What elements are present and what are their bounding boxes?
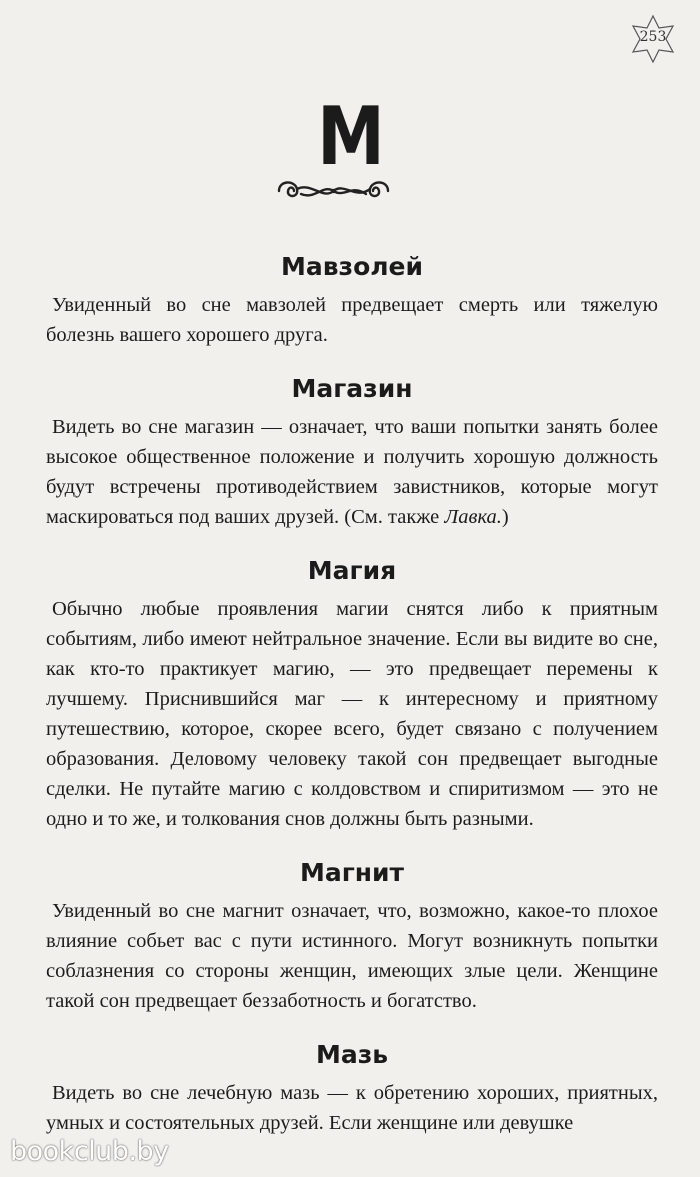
entry-title: Мазь (315, 1040, 389, 1069)
entry-text-body: Видеть во сне магазин — означает, что ваши попытки занять более высокое общественное положение и получить хорошую должность будут встречены противодействием завистников, которые могут маскироваться под ваших друзей. (См. также (46, 416, 658, 528)
page-number: 253 (639, 29, 667, 45)
watermark: bookclub.by (10, 1136, 169, 1167)
section-letter: М (317, 90, 383, 185)
entry-title: Магнит (299, 858, 405, 887)
entry-magiya (46, 554, 658, 834)
entry-title: Мавзолей (280, 252, 424, 281)
entry-text-end: ) (501, 506, 509, 528)
entry-magnit (46, 856, 658, 1016)
page-number-badge (628, 14, 678, 64)
entry-text: Видеть во сне лечебную мазь — к обретению хороших, приятных, умных и состоятельных друзей. Если женщине или девушке (46, 1082, 658, 1134)
entry-text: Увиденный во сне магнит означает, что, возможно, какое-то плохое влияние собьет вас с пути истинного. Могут возникнуть попытки соблазнения со стороны женщин, имеющих злые цели. Женщине такой сон предвещает беззаботность и богатство. (46, 900, 658, 1012)
entry-maz (46, 1038, 658, 1138)
entry-title: Магазин (291, 374, 413, 403)
entry-magazin (46, 372, 658, 532)
entry-mavzoley (46, 250, 658, 350)
entry-text: Обычно любые проявления магии снятся либо к приятным событиям, либо имеют нейтральное значение. Если вы видите во сне, как кто-то практикует магию, — это предвещает перемены к лучшему. Приснившийся маг — к интересному и приятному путешествию, которое, скорее всего, будет связано с получением образования. Деловому человеку такой сон предвещает выгодные сделки. Не путайте магию с колдовством и спиритизмом — это не одно и то же, и толкования снов должны быть разными. (46, 598, 658, 830)
entry-text: Увиденный во сне мавзолей предвещает смерть или тяжелую болезнь вашего хорошего друга. (46, 294, 658, 346)
entry-text (46, 412, 658, 532)
cross-reference-link: Лавка. (444, 506, 502, 528)
entry-title: Магия (307, 556, 397, 585)
ornament-divider-icon (271, 176, 396, 206)
dictionary-entries (46, 250, 658, 1160)
